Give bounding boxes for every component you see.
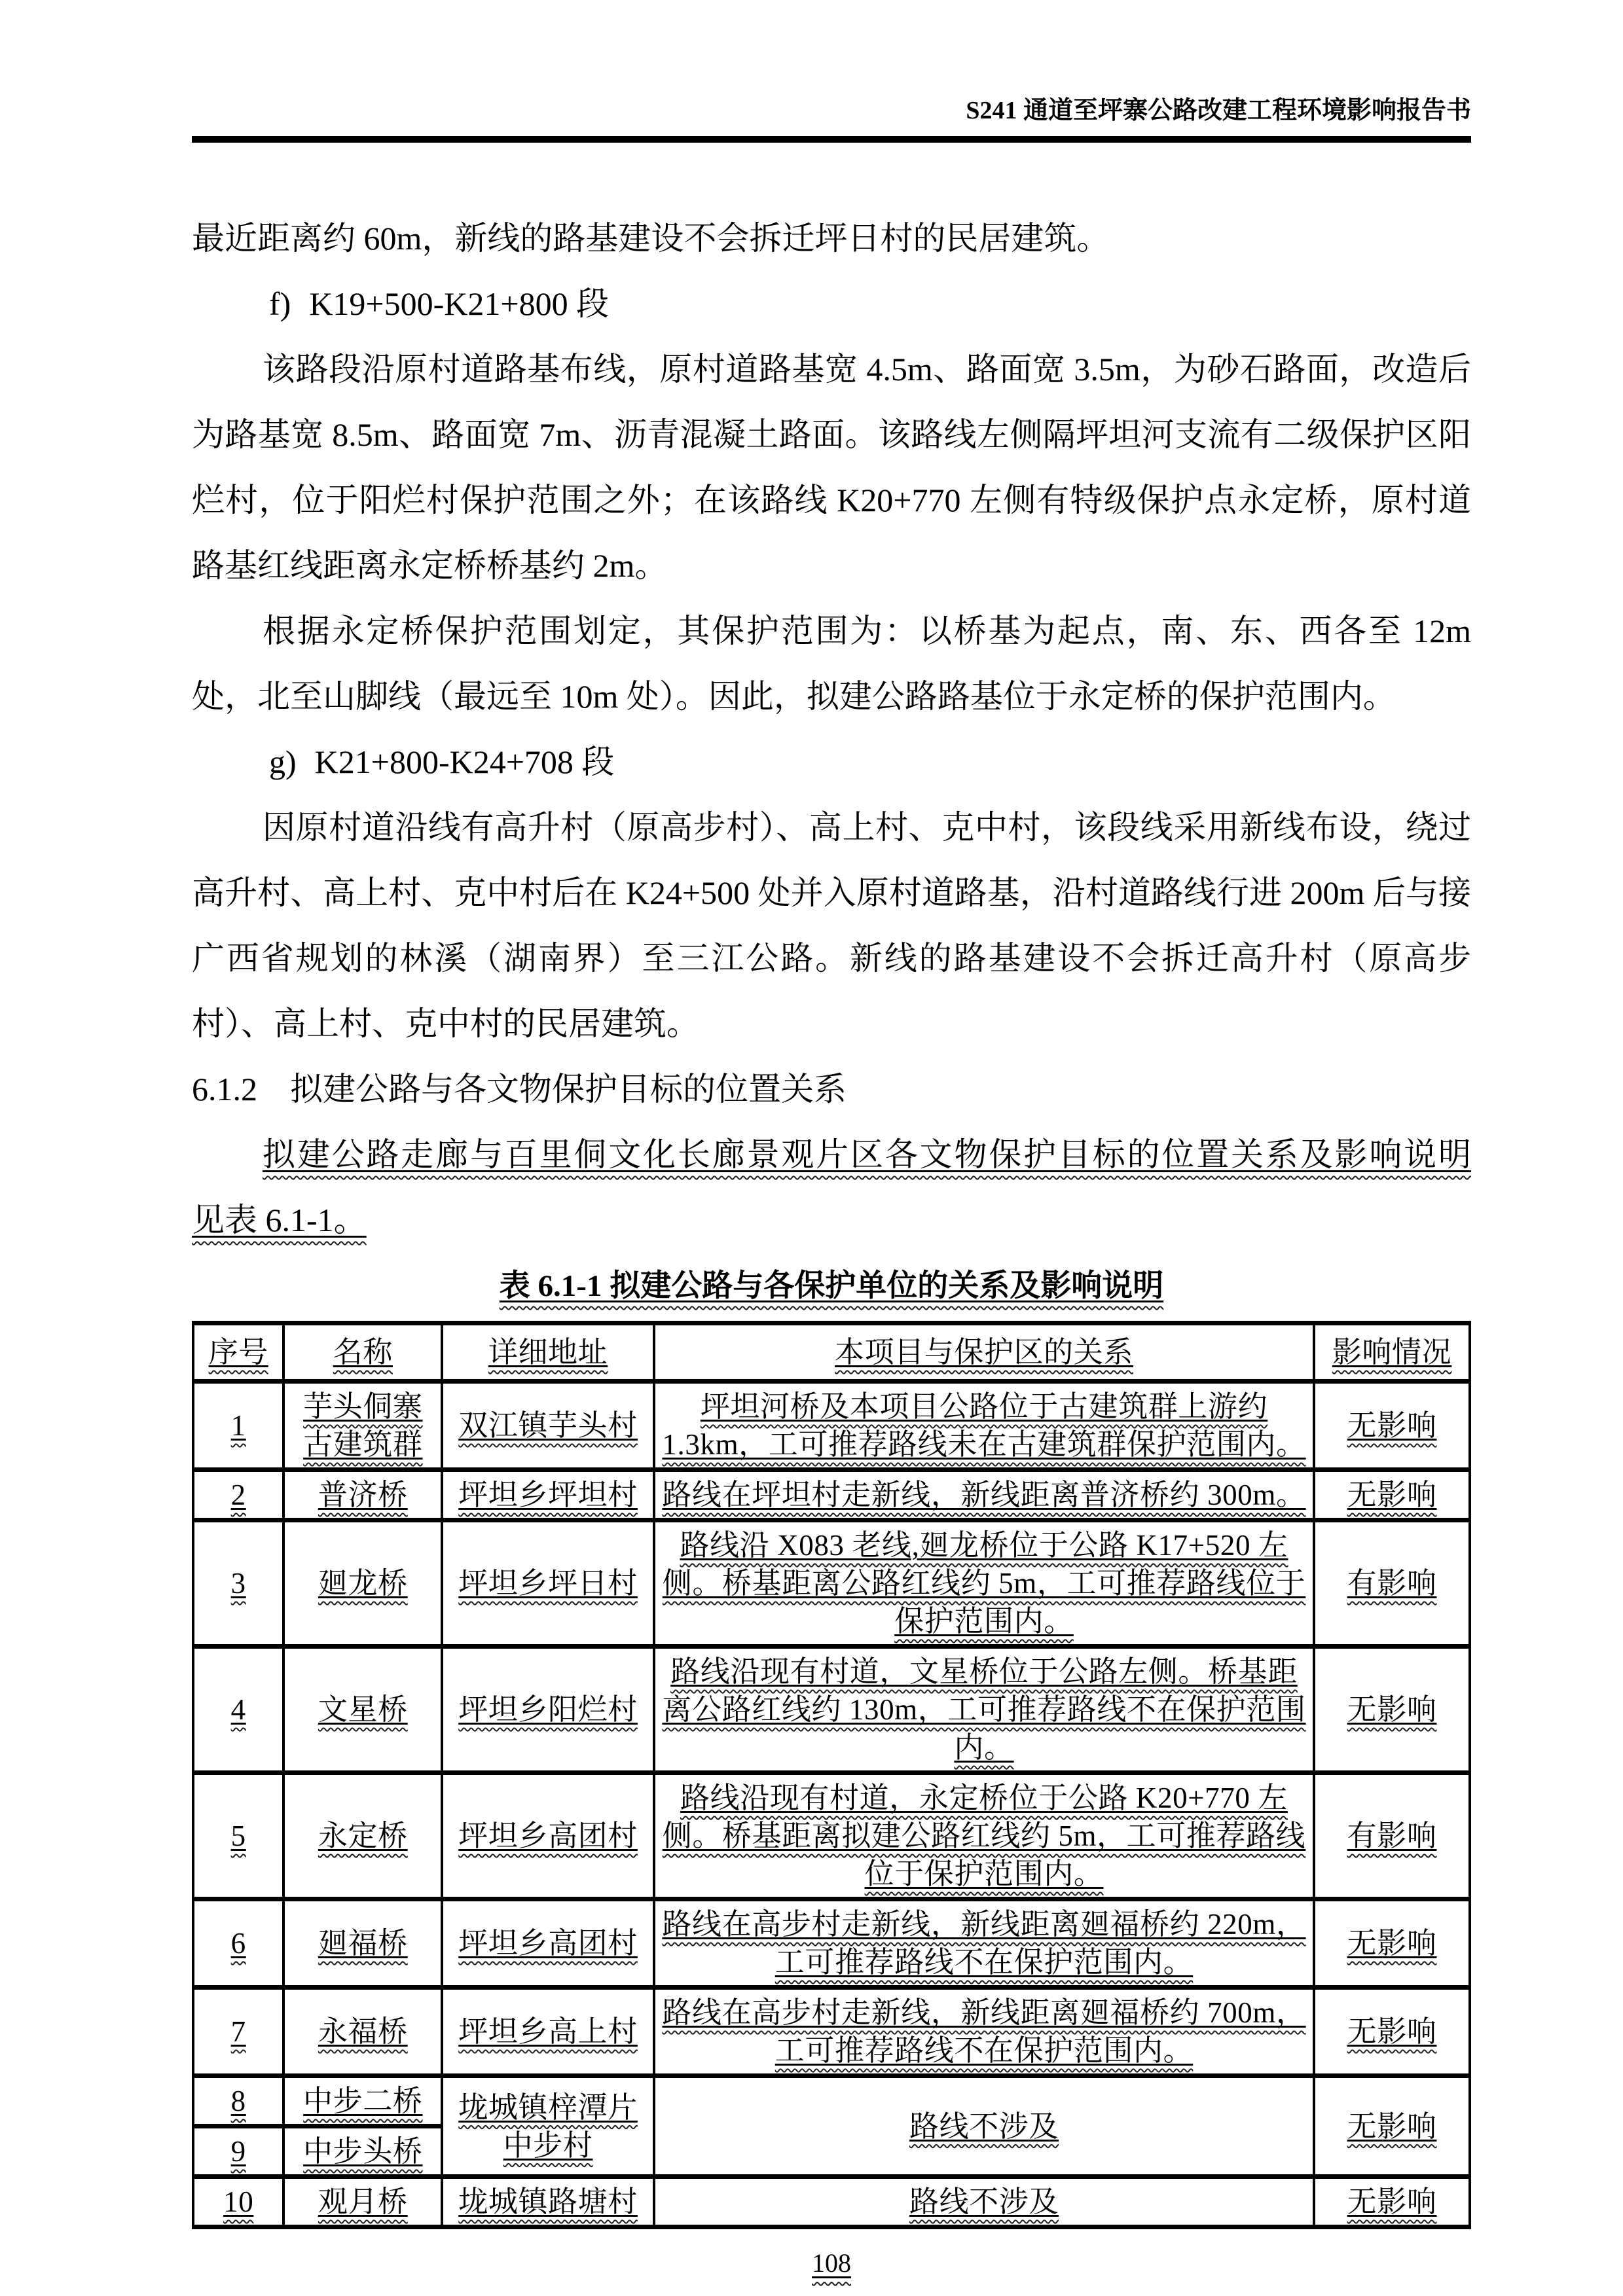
cell-address: 坪坦乡坪坦村 xyxy=(442,1470,654,1520)
report-title: S241 通道至坪寨公路改建工程环境影响报告书 xyxy=(966,97,1471,124)
page-body xyxy=(192,206,1471,2283)
cell-impact: 无影响 xyxy=(1314,2177,1470,2227)
cell-relation: 路线在坪坦村走新线，新线距离普济桥约 300m。 xyxy=(654,1470,1314,1520)
intro-line-1 xyxy=(192,1122,1471,1187)
cell-name: 文星桥 xyxy=(283,1647,442,1773)
cell-relation: 路线沿现有村道，永定桥位于公路 K20+770 左侧。桥基距离拟建公路红线约 5m，工可推荐路线位于保护范围内。 xyxy=(654,1773,1314,1899)
paragraph-section-g: 因原村道沿线有高升村（原高步村）、高上村、克中村，该段线采用新线布设，绕过高升村、高上村、克中村后在 K24+500 处并入原村道路基，沿村道路线行进 200m 后与接广西省规划的林溪（湖南界）至三江公路。新线的路基建设不会拆迁高升村（原高步村）、高上村、克中村的民居建筑。 xyxy=(192,809,1471,1042)
cell-address: 坪坦乡坪日村 xyxy=(442,1520,654,1647)
cell-name: 永福桥 xyxy=(283,1988,442,2076)
cell-seq: 10 xyxy=(193,2177,283,2227)
cell-relation: 坪坦河桥及本项目公路位于古建筑群上游约 1.3km，工可推荐路线未在古建筑群保护范围内。 xyxy=(654,1382,1314,1470)
cell-impact: 有影响 xyxy=(1314,1520,1470,1647)
cell-name: 中步头桥 xyxy=(283,2126,442,2177)
cell-seq: 2 xyxy=(193,1470,283,1520)
cell-relation: 路线沿 X083 老线,廻龙桥位于公路 K17+520 左侧。桥基距离公路红线约 5m，工可推荐路线位于保护范围内。 xyxy=(654,1520,1314,1647)
table-row xyxy=(193,2076,1470,2126)
table-row xyxy=(193,2177,1470,2227)
cell-address: 坪坦乡高团村 xyxy=(442,1773,654,1899)
table-row xyxy=(193,1520,1470,1647)
cell-address-merged: 垅城镇梓潭片中步村 xyxy=(442,2076,654,2177)
paragraph-continuation: 最近距离约 60m，新线的路基建设不会拆迁坪日村的民居建筑。 xyxy=(192,220,1110,257)
list-text-f: K19+500-K21+800 段 xyxy=(309,285,610,322)
cell-name: 廻福桥 xyxy=(283,1899,442,1988)
table-row xyxy=(193,1647,1470,1773)
section-heading-6-1-2: 6.1.2 拟建公路与各文物保护目标的位置关系 xyxy=(192,1071,847,1107)
cell-name: 普济桥 xyxy=(283,1470,442,1520)
cell-seq: 8 xyxy=(193,2076,283,2126)
col-header-name: 名称 xyxy=(283,1323,442,1382)
cell-address: 坪坦乡阳烂村 xyxy=(442,1647,654,1773)
table-row xyxy=(193,1382,1470,1470)
running-header xyxy=(192,96,1471,143)
page-number: 108 xyxy=(812,2248,851,2278)
cell-relation: 路线在高步村走新线，新线距离廻福桥约 220m，工可推荐路线不在保护范围内。 xyxy=(654,1899,1314,1988)
cell-name: 芋头侗寨古建筑群 xyxy=(283,1382,442,1470)
cell-relation: 路线沿现有村道，文星桥位于公路左侧。桥基距离公路红线约 130m，工可推荐路线不在保护范围内。 xyxy=(654,1647,1314,1773)
table-row xyxy=(193,1988,1470,2076)
list-text-g: K21+800-K24+708 段 xyxy=(314,744,615,780)
page-footer xyxy=(192,2244,1471,2283)
cell-relation-merged: 路线不涉及 xyxy=(654,2076,1314,2177)
protection-units-table xyxy=(192,1321,1471,2229)
cell-impact: 无影响 xyxy=(1314,1899,1470,1988)
cell-name: 观月桥 xyxy=(283,2177,442,2227)
paragraph-yongding-scope: 根据永定桥保护范围划定，其保护范围为：以桥基为起点，南、东、西各至 12m 处，北至山脚线（最远至 10m 处）。因此，拟建公路路基位于永定桥的保护范围内。 xyxy=(192,613,1471,715)
list-label-g: g) xyxy=(269,744,297,780)
cell-name: 中步二桥 xyxy=(283,2076,442,2126)
revision-wavy-underline: 表 6.1-1 拟建公路与各保护单位的关系及影响说明 xyxy=(499,1269,1164,1303)
cell-address: 垅城镇路塘村 xyxy=(442,2177,654,2227)
list-item-g xyxy=(192,729,1471,795)
table-caption xyxy=(192,1262,1471,1310)
cell-name: 廻龙桥 xyxy=(283,1520,442,1647)
cell-relation: 路线在高步村走新线，新线距离廻福桥约 700m，工可推荐路线不在保护范围内。 xyxy=(654,1988,1314,2076)
cell-impact: 无影响 xyxy=(1314,1988,1470,2076)
cell-impact: 无影响 xyxy=(1314,1647,1470,1773)
col-header-relation: 本项目与保护区的关系 xyxy=(654,1323,1314,1382)
cell-impact: 无影响 xyxy=(1314,1382,1470,1470)
table-row xyxy=(193,1899,1470,1988)
paragraph-section-f: 该路段沿原村道路基布线，原村道路基宽 4.5m、路面宽 3.5m，为砂石路面，改造后为路基宽 8.5m、路面宽 7m、沥青混凝土路面。该路线左侧隔坪坦河支流有二级保护区阳烂村，位于阳烂村保护范围之外；在该路线 K20+770 左侧有特级保护点永定桥，原村道路基红线距离永定桥桥基约 2m。 xyxy=(192,351,1471,584)
cell-seq: 1 xyxy=(193,1382,283,1470)
cell-impact-merged: 无影响 xyxy=(1314,2076,1470,2177)
cell-address: 双江镇芋头村 xyxy=(442,1382,654,1470)
table-row xyxy=(193,1773,1470,1899)
revision-wavy-underline: 拟建公路走廊与百里侗文化长廊景观片区各文物保护目标的位置关系及影响说明 xyxy=(263,1136,1471,1173)
revision-wavy-underline xyxy=(812,2248,851,2278)
cell-seq: 7 xyxy=(193,1988,283,2076)
col-header-impact: 影响情况 xyxy=(1314,1323,1470,1382)
cell-impact: 无影响 xyxy=(1314,1470,1470,1520)
revision-wavy-underline: 见表 6.1-1。 xyxy=(192,1202,367,1238)
table-row xyxy=(193,1470,1470,1520)
cell-seq: 4 xyxy=(193,1647,283,1773)
cell-address: 坪坦乡高团村 xyxy=(442,1899,654,1988)
col-header-seq: 序号 xyxy=(193,1323,283,1382)
list-item-f xyxy=(192,271,1471,336)
cell-name: 永定桥 xyxy=(283,1773,442,1899)
cell-relation: 路线不涉及 xyxy=(654,2177,1314,2227)
list-label-f: f) xyxy=(269,285,291,322)
col-header-address: 详细地址 xyxy=(442,1323,654,1382)
cell-address: 坪坦乡高上村 xyxy=(442,1988,654,2076)
cell-seq: 9 xyxy=(193,2126,283,2177)
cell-impact: 有影响 xyxy=(1314,1773,1470,1899)
table-header-row xyxy=(193,1323,1470,1382)
intro-line-2 xyxy=(192,1187,1471,1253)
cell-seq: 6 xyxy=(193,1899,283,1988)
cell-seq: 5 xyxy=(193,1773,283,1899)
cell-seq: 3 xyxy=(193,1520,283,1647)
